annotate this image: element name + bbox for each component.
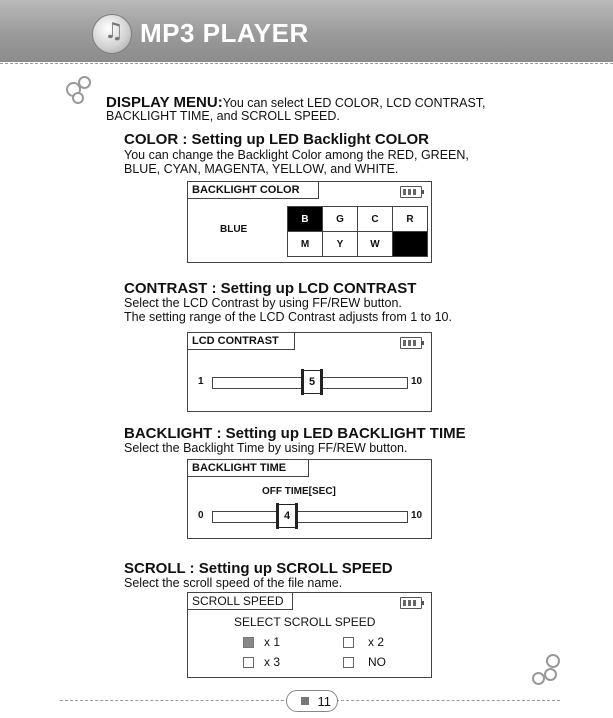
color-option-g[interactable]: G bbox=[323, 207, 358, 232]
backlight-min: 0 bbox=[198, 510, 204, 521]
off-time-label: OFF TIME[SEC] bbox=[262, 486, 336, 497]
color-option-w[interactable]: W bbox=[358, 232, 393, 257]
screen-tab: SCROLL SPEED bbox=[188, 593, 293, 610]
intro-label: DISPLAY MENU: bbox=[106, 94, 223, 111]
backlight-slider-track[interactable] bbox=[212, 511, 408, 523]
color-option-r[interactable]: R bbox=[393, 207, 428, 232]
contrast-desc-2: The setting range of the LCD Contrast adjusts from 1 to 10. bbox=[124, 310, 452, 324]
backlight-heading: BACKLIGHT : Setting up LED BACKLIGHT TIME bbox=[124, 425, 466, 442]
backlight-color-screen bbox=[187, 181, 432, 263]
backlight-time-screen bbox=[187, 459, 432, 539]
intro-text-2: BACKLIGHT TIME, and SCROLL SPEED. bbox=[106, 109, 340, 123]
option-x3: x 3 bbox=[264, 655, 281, 669]
battery-icon bbox=[400, 186, 422, 198]
color-option-m[interactable]: M bbox=[288, 232, 323, 257]
color-option-c[interactable]: C bbox=[358, 207, 393, 232]
page-number-badge bbox=[286, 690, 338, 712]
checkbox-no[interactable] bbox=[343, 657, 354, 668]
contrast-desc-1: Select the LCD Contrast by using FF/REW button. bbox=[124, 296, 402, 310]
lcd-contrast-screen bbox=[187, 332, 432, 412]
color-grid bbox=[287, 206, 428, 257]
color-option-black[interactable] bbox=[393, 232, 428, 257]
backlight-desc-1: Select the Backlight Time by using FF/REW button. bbox=[124, 441, 408, 455]
option-x2: x 2 bbox=[368, 635, 385, 649]
screen-tab: BACKLIGHT COLOR bbox=[188, 182, 319, 199]
bubbles-icon bbox=[66, 76, 96, 104]
page-title: MP3 PLAYER bbox=[140, 18, 309, 48]
contrast-max: 10 bbox=[411, 376, 423, 387]
screen-tab: LCD CONTRAST bbox=[188, 333, 295, 350]
option-no: NO bbox=[368, 655, 386, 669]
scroll-speed-screen bbox=[187, 592, 432, 678]
page-marker-icon bbox=[301, 697, 309, 705]
backlight-max: 10 bbox=[411, 510, 423, 521]
backlight-slider-knob[interactable]: 4 bbox=[277, 504, 297, 528]
select-scroll-label: SELECT SCROLL SPEED bbox=[234, 615, 376, 629]
contrast-heading: CONTRAST : Setting up LCD CONTRAST bbox=[124, 280, 417, 297]
battery-icon bbox=[400, 337, 422, 349]
header-bar bbox=[0, 0, 613, 62]
color-desc-2: BLUE, CYAN, MAGENTA, YELLOW, and WHITE. bbox=[124, 162, 399, 176]
page-number: 11 bbox=[317, 694, 331, 709]
color-desc-1: You can change the Backlight Color among the RED, GREEN, bbox=[124, 148, 469, 162]
scroll-heading: SCROLL : Setting up SCROLL SPEED bbox=[124, 560, 393, 577]
checkbox-x2[interactable] bbox=[343, 637, 354, 648]
header-divider bbox=[0, 63, 613, 64]
checkbox-x3[interactable] bbox=[243, 657, 254, 668]
scroll-desc-1: Select the scroll speed of the file name. bbox=[124, 576, 343, 590]
contrast-slider-knob[interactable]: 5 bbox=[302, 370, 322, 394]
color-heading: COLOR : Setting up LED Backlight COLOR bbox=[124, 131, 429, 148]
bubbles-icon bbox=[532, 654, 562, 686]
checkbox-x1[interactable] bbox=[243, 637, 254, 648]
color-option-y[interactable]: Y bbox=[323, 232, 358, 257]
selected-color-label: BLUE bbox=[220, 224, 248, 235]
music-note-icon: ♫ bbox=[104, 19, 124, 44]
intro-text-1: You can select LED COLOR, LCD CONTRAST, bbox=[222, 96, 486, 110]
color-option-b[interactable]: B bbox=[288, 207, 323, 232]
logo-badge bbox=[92, 14, 132, 54]
battery-icon bbox=[400, 597, 422, 609]
option-x1: x 1 bbox=[264, 635, 281, 649]
contrast-min: 1 bbox=[198, 376, 204, 387]
screen-tab: BACKLIGHT TIME bbox=[188, 460, 309, 477]
